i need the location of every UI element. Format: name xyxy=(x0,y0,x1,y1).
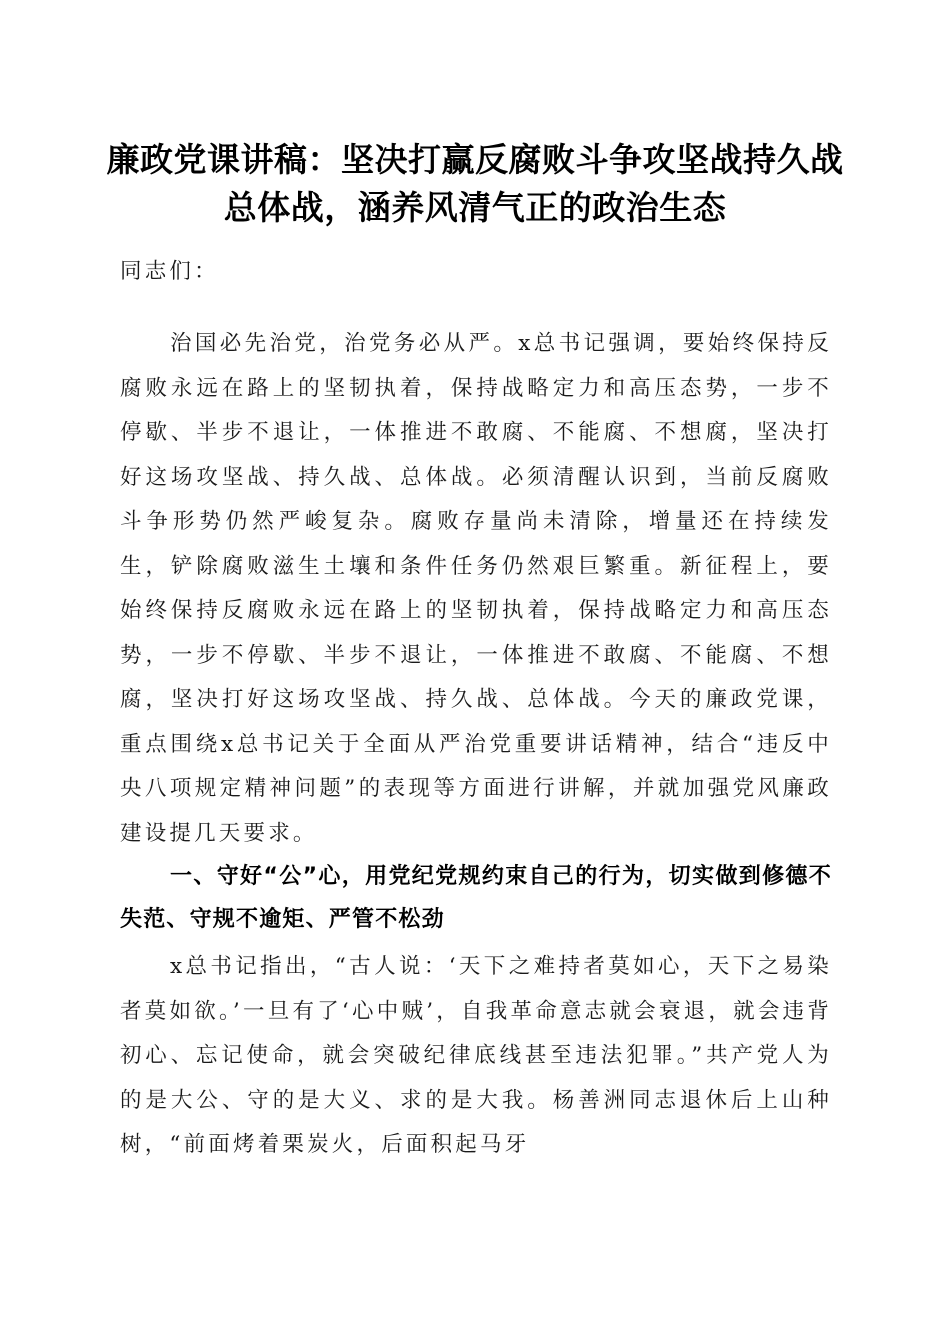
body-paragraph-2: x总书记指出，“古人说：‘天下之难持者莫如心，天下之易染者莫如欲。’一旦有了‘心中贼’，自我革命意志就会衰退，就会违背初心、忘记使命，就会突破纪律底线甚至违法犯罪。”共产党人为的是大公、守的是大义、求的是大我。杨善洲同志退休后上山种树，“前面烤着栗炭火，后面积起马牙 xyxy=(120,954,832,1157)
body-paragraph-1: 治国必先治党，治党务必从严。x总书记强调，要始终保持反腐败永远在路上的坚韧执着，保持战略定力和高压态势，一步不停歇、半步不退让，一体推进不敢腐、不能腐、不想腐，坚决打好这场攻坚战、持久战、总体战。必须清醒认识到，当前反腐败斗争形势仍然严峻复杂。腐败存量尚未清除，增量还在持续发生，铲除腐败滋生土壤和条件任务仍然艰巨繁重。新征程上，要始终保持反腐败永远在路上的坚韧执着，保持战略定力和高压态势，一步不停歇、半步不退让，一体推进不敢腐、不能腐、不想腐，坚决打好这场攻坚战、持久战、总体战。今天的廉政党课，重点围绕x总书记关于全面从严治党重要讲话精神，结合“违反中央八项规定精神问题”的表现等方面进行讲解，并就加强党风廉政建设提几天要求。 xyxy=(120,331,832,846)
document-title: 廉政党课讲稿：坚决打赢反腐败斗争攻坚战持久战总体战，涵养风清气正的政治生态 xyxy=(106,140,844,227)
salutation: 同志们： xyxy=(120,259,219,284)
section-heading-1: 一、守好“公”心，用党纪党规约束自己的行为，切实做到修德不失范、守规不逾矩、严管不松劲 xyxy=(120,864,832,932)
